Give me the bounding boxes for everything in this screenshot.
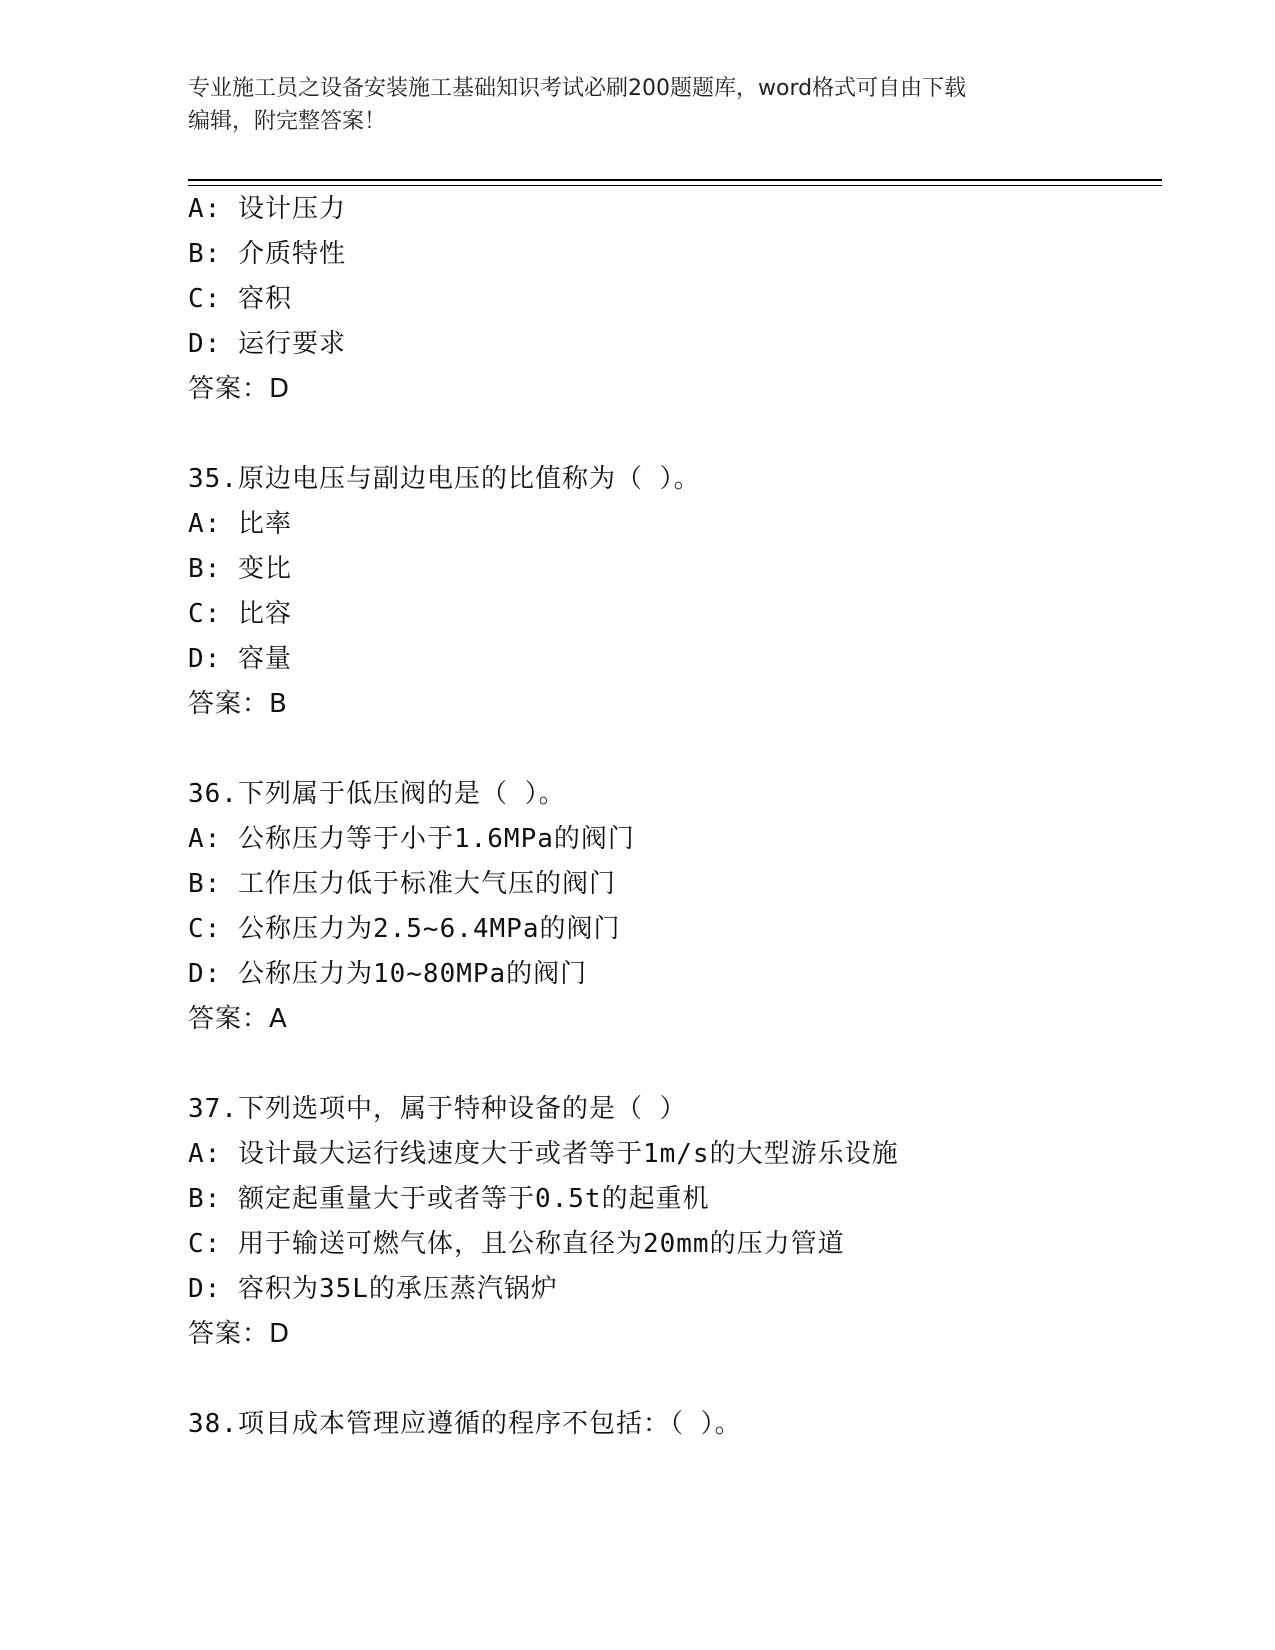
option-d: D: 容积为35L的承压蒸汽锅炉 (188, 1274, 558, 1304)
option-c: C: 公称压力为2.5~6.4MPa的阀门 (188, 914, 621, 944)
answer: 答案：D (188, 1319, 291, 1349)
question-38: 38.项目成本管理应遵循的程序不包括：（ ）。 (188, 1409, 742, 1439)
question-36: 36.下列属于低压阀的是（ ）。 (188, 779, 566, 809)
answer: 答案：B (188, 689, 288, 719)
header-rule-thin (188, 185, 1162, 186)
option-c: C: 比容 (188, 599, 292, 629)
header-rule-thick (188, 179, 1162, 181)
option-a: A: 设计压力 (188, 194, 346, 224)
answer: 答案：D (188, 374, 291, 404)
option-d: D: 运行要求 (188, 329, 346, 359)
header-line-2: 编辑，附完整答案！ (188, 109, 387, 134)
option-b: B: 变比 (188, 554, 292, 584)
option-d: D: 容量 (188, 644, 292, 674)
option-c: C: 用于输送可燃气体，且公称直径为20mm的压力管道 (188, 1229, 845, 1259)
option-c: C: 容积 (188, 284, 292, 314)
question-37: 37.下列选项中，属于特种设备的是（ ） (188, 1094, 687, 1124)
option-d: D: 公称压力为10~80MPa的阀门 (188, 959, 588, 989)
answer: 答案：A (188, 1004, 288, 1034)
question-35: 35.原边电压与副边电压的比值称为（ ）。 (188, 464, 701, 494)
option-b: B: 额定起重量大于或者等于0.5t的起重机 (188, 1184, 710, 1214)
option-a: A: 设计最大运行线速度大于或者等于1m/s的大型游乐设施 (188, 1139, 899, 1169)
header-line-1: 专业施工员之设备安装施工基础知识考试必刷200题题库，word格式可自由下载 (188, 76, 967, 101)
option-b: B: 工作压力低于标准大气压的阀门 (188, 869, 616, 899)
document-header (188, 72, 1108, 138)
option-a: A: 比率 (188, 509, 292, 539)
option-b: B: 介质特性 (188, 239, 346, 269)
option-a: A: 公称压力等于小于1.6MPa的阀门 (188, 824, 635, 854)
